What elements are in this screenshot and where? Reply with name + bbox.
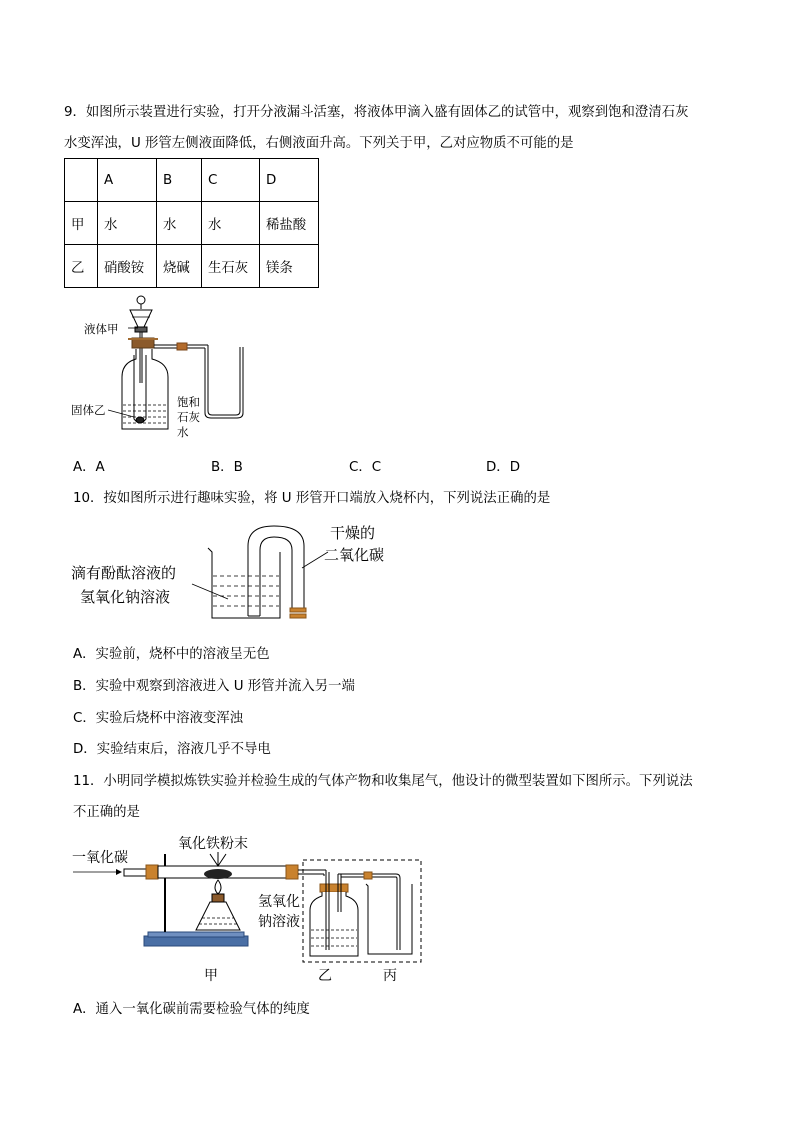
table-cell: 水: [202, 202, 260, 245]
table-cell: [65, 159, 98, 202]
table-row: [65, 245, 319, 288]
label-naoh-phenol-2: 氢氧化钠溶液: [80, 588, 171, 606]
q9-stem-line1: 9．如图所示装置进行实验，打开分液漏斗活塞，将液体甲滴入盛有固体乙的试管中，观察到饱和澄清石灰: [64, 105, 689, 120]
gas-washing-bottle: [310, 870, 388, 956]
q10-option-b[interactable]: B．实验中观察到溶液进入 U 形管并流入另一端: [73, 679, 355, 694]
table-cell: 乙: [65, 245, 98, 288]
q10-option-d[interactable]: D．实验结束后，溶液几乎不导电: [73, 742, 271, 757]
label-bing: 丙: [383, 968, 397, 984]
label-jia: 甲: [204, 968, 218, 984]
label-lime-water-1: 饱和: [177, 395, 200, 409]
label-lime-water-3: 水: [177, 425, 189, 439]
q9-stem-line2: 水变浑浊，U 形管左侧液面降低，右侧液面升高。下列关于甲，乙对应物质不可能的是: [64, 136, 574, 151]
beaker: [366, 874, 412, 954]
q9-option-c[interactable]: C．C: [349, 460, 382, 475]
u-tube: [248, 526, 306, 618]
q9-option-d[interactable]: D．D: [486, 460, 521, 475]
label-naoh-solution-2: 钠溶液: [258, 914, 300, 930]
table-cell: 甲: [65, 202, 98, 245]
label-lime-water-2: 石灰: [177, 410, 200, 424]
beaker: [208, 548, 280, 618]
label-naoh-phenol-1: 滴有酚酞溶液的: [71, 564, 177, 582]
q11-ironmaking-figure: [70, 832, 430, 988]
q9-table: [64, 158, 319, 288]
q10-option-a[interactable]: A．实验前，烧杯中的溶液呈无色: [73, 647, 270, 662]
q9-option-a[interactable]: A．A: [73, 460, 105, 475]
table-cell: A: [98, 159, 157, 202]
table-row: [65, 202, 319, 245]
table-cell: B: [157, 159, 202, 202]
label-liquid-jia: 液体甲: [84, 322, 119, 336]
q11-stem-line1: 11．小明同学模拟炼铁实验并检验生成的气体产物和收集尾气，他设计的微型装置如下图所示。下列说法: [73, 774, 693, 789]
table-cell: 镁条: [260, 245, 319, 288]
q11-option-a[interactable]: A．通入一氧化碳前需要检验气体的纯度: [73, 1002, 310, 1017]
table-cell: 烧碱: [157, 245, 202, 288]
q10-stem: 10．按如图所示进行趣味实验，将 U 形管开口端放入烧杯内，下列说法正确的是: [73, 491, 551, 506]
table-cell: 水: [98, 202, 157, 245]
iron-oxide-heap: [204, 869, 232, 879]
q11-stem-line2: 不正确的是: [73, 805, 140, 820]
label-co: 一氧化碳: [72, 850, 128, 866]
label-naoh-solution-1: 氢氧化: [258, 894, 300, 910]
q10-option-c[interactable]: C．实验后烧杯中溶液变浑浊: [73, 711, 244, 726]
q9-apparatus-figure: [60, 293, 250, 445]
q9-option-b[interactable]: B．B: [211, 460, 243, 475]
table-cell: 生石灰: [202, 245, 260, 288]
table-cell: C: [202, 159, 260, 202]
label-iron-oxide-powder: 氧化铁粉末: [178, 836, 248, 852]
label-yi: 乙: [318, 968, 332, 984]
table-row: [65, 159, 319, 202]
table-cell: D: [260, 159, 319, 202]
table-cell: 水: [157, 202, 202, 245]
table-cell: 稀盐酸: [260, 202, 319, 245]
label-dry-co2-1: 干燥的: [330, 524, 376, 542]
label-solid-yi: 固体乙: [71, 403, 106, 417]
q10-u-tube-figure: [68, 522, 428, 632]
alcohol-lamp: [196, 880, 240, 930]
label-dry-co2-2: 二氧化碳: [324, 546, 385, 564]
table-cell: 硝酸铵: [98, 245, 157, 288]
